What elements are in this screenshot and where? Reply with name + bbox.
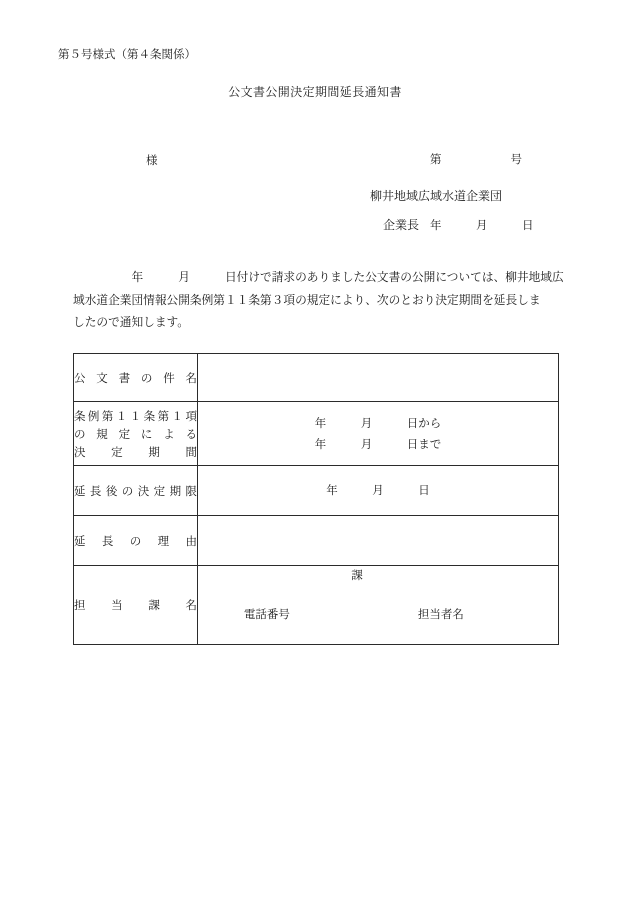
row-label-line: 延長後の決定期限 — [74, 483, 197, 498]
row-label-line: 公文書の件名 — [74, 370, 197, 385]
body-line-2: 域水道企業団情報公開条例第１１条第３項の規定により、次のとおり決定期間を延長しま — [73, 292, 541, 307]
notification-form-table — [73, 353, 559, 645]
person-in-charge-label: 担当者名 — [417, 607, 464, 621]
issuer-organization: 柳井地域広域水道企業団 — [370, 189, 503, 203]
row-value-extension-reason[interactable] — [198, 516, 559, 566]
row-label-line: 延長の理由 — [74, 533, 197, 548]
document-title: 公文書公開決定期間延長通知書 — [228, 85, 402, 99]
table-row — [74, 566, 559, 645]
row-value-department[interactable] — [198, 566, 559, 645]
extended-deadline-line: 年 月 日 — [326, 483, 430, 497]
row-label-line: 決定期間 — [74, 444, 197, 459]
addressee-honorific: 様 — [146, 153, 158, 167]
document-date-line: 年 月 日 — [430, 218, 534, 232]
row-label-subject — [74, 354, 198, 402]
table-row — [74, 516, 559, 566]
row-label-line: の規定による — [74, 426, 197, 441]
table-row — [74, 354, 559, 402]
row-label-line: 担当課名 — [74, 598, 197, 612]
body-paragraph — [73, 266, 569, 334]
row-label-line: 条例第１１条第１項 — [74, 408, 197, 423]
form-number: 第５号様式（第４条関係） — [58, 47, 196, 61]
row-label-extended-deadline — [74, 466, 198, 516]
table-row — [74, 402, 559, 466]
row-label-department — [74, 566, 198, 645]
row-value-subject[interactable] — [198, 354, 559, 402]
body-line-1: 年 月 日付けで請求のありました公文書の公開については、柳井地域広 — [73, 270, 564, 284]
table-row — [74, 466, 559, 516]
row-label-extension-reason — [74, 516, 198, 566]
document-number-line: 第 号 — [430, 152, 522, 166]
contact-line — [198, 584, 558, 644]
body-line-3: したので通知します。 — [73, 315, 189, 329]
row-label-decision-period — [74, 402, 198, 466]
period-end-line: 年 月 日まで — [314, 436, 442, 451]
department-section-label: 課 — [351, 568, 363, 582]
phone-label: 電話番号 — [243, 607, 290, 621]
issuer-title: 企業長 — [383, 218, 420, 232]
period-start-line: 年 月 日から — [314, 415, 442, 430]
row-value-decision-period[interactable] — [198, 402, 559, 466]
row-value-extended-deadline[interactable] — [198, 466, 559, 516]
